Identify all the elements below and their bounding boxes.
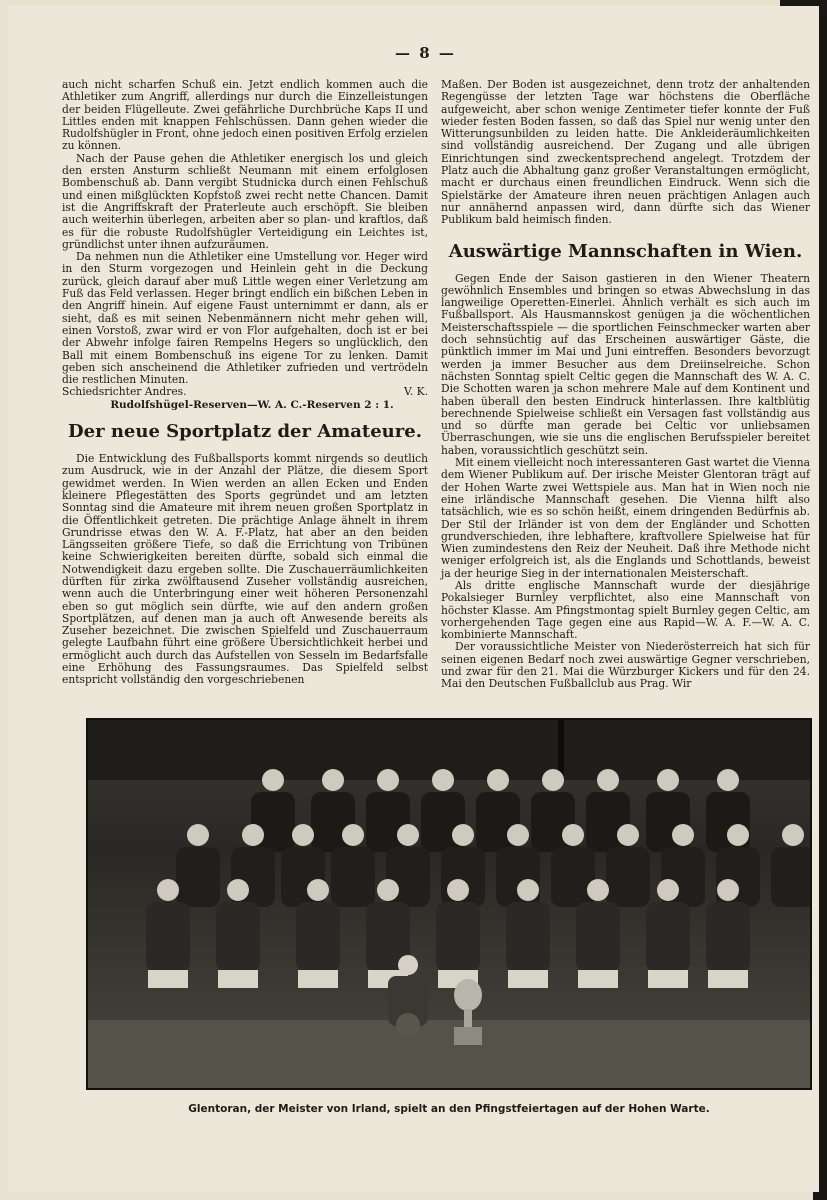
player-figure-head bbox=[377, 769, 399, 791]
article-title-amateure: Der neue Sportplatz der Amateure. bbox=[68, 421, 422, 443]
player-figure-head bbox=[262, 769, 284, 791]
player-figure-head bbox=[292, 824, 314, 846]
player-figure-shorts bbox=[298, 970, 338, 988]
player-figure-head bbox=[727, 824, 749, 846]
player-figure-body bbox=[706, 902, 750, 972]
team-photo bbox=[86, 718, 812, 1090]
player-figure-body bbox=[146, 902, 190, 972]
player-figure-body bbox=[331, 847, 375, 907]
player-figure-head bbox=[452, 824, 474, 846]
player-figure-body bbox=[646, 902, 690, 972]
left-column bbox=[62, 79, 428, 687]
player-figure-body bbox=[771, 847, 810, 907]
paragraph: Die Entwicklung des Fußballsports kommt nirgends so deutlich zum Ausdruck, wie in der Anzahl der Plätze, die diesem Sport gewidmet werden. In Wien werden an allen Ecken und Enden kleinere Pflegestätten des Sports gegründet und am letzten Sonntag sind die Amateure mit ihrem neuen großen Sportplatz in die Öffentlichkeit getreten. Die prächtige Anlage ähnelt in ihrem Grundrisse etwas den W. A. F.-Platz, hat aber an den beiden Längsseiten größere Tiefe, so daß die Errichtung von Tribünen keine Schwierigkeiten bereiten dürfte, sobald sich einmal die Notwendigkeit dazu ergeben sollte. Die Zuschauerräumlichkeiten dürften für zirka zwölftausend Zuseher vollständig ausreichen, wenn auch die Unterbringung einer weit höheren Personenzahl eben so gut möglich sein dürfte, wie auf den andern großen Sportplätzen, auf denen man ja auch oft Anwesende bereits als Zuseher bezeichnet. Die zwischen Spielfeld und Zuschauerraum gelegte Laufbahn führt eine größere Übersichtlichkeit herbei und ermöglicht auch durch das Aufstellen von Sesseln im Bedarfsfalle eine Erhöhung des Fassungsraumes. Das Spielfeld selbst entspricht vollständig den vorgeschriebenen bbox=[62, 452, 428, 687]
paragraph: Der voraussichtliche Meister von Niederösterreich hat sich für seinen eigenen Bedarf noch zwei auswärtige Gegner verschrieben, und zwar für den 21. Mai die Würzburger Kickers und für den 24. Mai den Deutschen Fußballclub aus Prag. Wir bbox=[441, 640, 810, 691]
photo-caption: Glentoran, der Meister von Irland, spielt an den Pfingstfeiertagen auf der Hohen Warte. bbox=[188, 1103, 710, 1115]
player-figure-head bbox=[307, 879, 329, 901]
player-figure-shorts bbox=[508, 970, 548, 988]
player-figure-head bbox=[157, 879, 179, 901]
player-figure-body bbox=[216, 902, 260, 972]
player-figure-shorts bbox=[578, 970, 618, 988]
paragraph: Mit einem vielleicht noch interessanteren Gast wartet die Vienna dem Wiener Publikum auf. Der irische Meister Glentoran trägt auf der Hohen Warte zwei Wettspiele aus. Man hat in Wien noch nie eine irländische Mannschaft gesehen. Die Vienna hilft also tatsächlich, wie es so schön heißt, einem dringenden Bedürfnis ab. Der Stil der Irländer ist von dem der Engländer und Schotten grundverschieden, ihre lebhaftere, kraftvollere Spielweise hat für Wien zumindestens den Reiz der Neuheit. Daß ihre Methode nicht weniger erfolgreich ist, als die Englands und Schottlands, beweist ja der heurige Sieg in der internationalen Meisterschaft. bbox=[441, 456, 810, 580]
paragraph: Nach der Pause gehen die Athletiker energisch los und gleich den ersten Ansturm schließt Neumann mit einem erfolglosen Bombenschuß ab. Dann vergibt Studnicka durch einen Fehlschuß und einen mißglückten Kopfstoß zwei recht nette Chancen. Damit ist die Angriffskraft der Praterleute auch erschöpft. Sie bleiben auch weiterhin überlegen, arbeiten aber so plan- und kraftlos, daß es für die robuste Rudolfshügler Verteidigung ein Leichtes ist, gründlichst unter ihnen aufzuräumen. bbox=[62, 151, 428, 251]
player-figure-head bbox=[432, 769, 454, 791]
match-result-line: Rudolfshügel-Reserven—W. A. C.-Reserven 2 : 1. bbox=[110, 398, 394, 411]
player-figure-body bbox=[551, 847, 595, 907]
page-number: — 8 — bbox=[395, 44, 456, 62]
player-figure-head bbox=[657, 769, 679, 791]
player-figure-head bbox=[242, 824, 264, 846]
player-figure-head bbox=[377, 879, 399, 901]
player-figure-head bbox=[587, 879, 609, 901]
player-figure-head bbox=[397, 824, 419, 846]
article-title-auswaertige: Auswärtige Mannschaften in Wien. bbox=[448, 240, 803, 262]
player-figure-head bbox=[322, 769, 344, 791]
author-signature: V. K. bbox=[403, 385, 428, 399]
player-figure-head bbox=[717, 879, 739, 901]
player-figure-head bbox=[717, 769, 739, 791]
paragraph: Da nehmen nun die Athletiker eine Umstellung vor. Heger wird in den Sturm vorgezogen und Heinlein geht in die Deckung zurück, gleich darauf aber muß Little wegen einer Verletzung am Fuß das Feld verlassen. Heger bringt endlich ein bißchen Leben in den Angriff hinein. Auf eigene Faust unternimmt er dann, als er sieht, daß es mit seinen Nebenmännern nicht mehr gehen will, einen Vorstoß, zwar wird er von Flor aufgehalten, doch ist er bei der Abwehr infolge fairen Rempelns Hegers so unglücklich, den Ball mit einem Bombenschuß ins eigene Tor zu lenken. Damit geben sich anscheinend die Athletiker zufrieden und vertrödeln die restlichen Minuten. bbox=[62, 250, 428, 387]
player-figure-body bbox=[606, 847, 650, 907]
player-figure-shorts bbox=[708, 970, 748, 988]
football bbox=[396, 1013, 420, 1037]
right-column bbox=[441, 79, 810, 691]
player-figure-head bbox=[517, 879, 539, 901]
player-figure-head bbox=[672, 824, 694, 846]
player-figure-head bbox=[507, 824, 529, 846]
paragraph: auch nicht scharfen Schuß ein. Jetzt endlich kommen auch die Athletiker zum Angriff, allerdings nur durch die Einzelleistungen der beiden Flügelleute. Zwei gefährliche Durchbrüche Kaps II und Littles enden mit knappen Fehlschüssen. Dann gehen wieder die Rudolfshügler in Front, ohne jedoch einen positiven Erfolg erzielen zu können. bbox=[62, 78, 428, 153]
player-figure-shorts bbox=[648, 970, 688, 988]
player-figure-body bbox=[576, 902, 620, 972]
player-figure-head bbox=[227, 879, 249, 901]
player-figure-head bbox=[487, 769, 509, 791]
player-figure-head bbox=[782, 824, 804, 846]
player-figure-body bbox=[296, 902, 340, 972]
player-figure-head bbox=[617, 824, 639, 846]
player-figure-head bbox=[542, 769, 564, 791]
paragraph: Als dritte englische Mannschaft wurde der diesjährige Pokalsieger Burnley verpflichtet, also eine Mannschaft von höchster Klasse. Am Pfingstmontag spielt Burnley gegen Celtic, am vorhergehenden Tage gegen eine aus Rapid—W. A. F.—W. A. C. kombinierte Mannschaft. bbox=[441, 578, 810, 642]
mascot-head bbox=[398, 955, 418, 975]
player-figure-body bbox=[176, 847, 220, 907]
paragraph: Maßen. Der Boden ist ausgezeichnet, denn trotz der anhaltenden Regengüsse der letzten Tage war höchstens die Oberfläche aufgeweicht, aber schon wenige Zentimeter tiefer konnte der Fuß wieder festen Boden fassen, so daß das Spiel nur wenig unter den Witterungsunbilden zu leiden hatte. Die Ankleideräumlichkeiten sind vollständig ausreichend. Der Zugang und alle übrigen Einrichtungen sind zweckentsprechend angelegt. Trotzdem der Platz auch die Abhaltung ganz großer Veranstaltungen ermöglicht, macht er durchaus einen freundlichen Eindruck. Wenn sich die Spielstärke der Amateure ihren neuen prächtigen Anlagen auch nur annähernd anpassen wird, dann dürfte sich das Wiener Publikum bald heimisch finden. bbox=[441, 78, 810, 227]
player-figure-shorts bbox=[218, 970, 258, 988]
player-figure-head bbox=[597, 769, 619, 791]
player-figure-head bbox=[562, 824, 584, 846]
player-figure-shorts bbox=[148, 970, 188, 988]
player-figure-head bbox=[187, 824, 209, 846]
report-signoff bbox=[62, 386, 428, 398]
player-figure-head bbox=[342, 824, 364, 846]
player-figure-head bbox=[447, 879, 469, 901]
paragraph: Gegen Ende der Saison gastieren in den Wiener Theatern gewöhnlich Ensembles und bringen so etwas Abwechslung in das langweilige Operetten-Einerlei. Ähnlich verhält es sich auch im Fußballsport. Als Hausmannskost genügen ja die wöchentlichen Meisterschaftsspiele — die sportlichen Feinschmecker warten aber doch sehnsüchtig auf das Erscheinen auswärtiger Gäste, die pünktlich immer im Mai und Juni eintreffen. Besonders bevorzugt werden ja immer Besucher aus dem Dreiinselreiche. Schon nächsten Sonntag spielt Celtic gegen die Mannschaft des W. A. C. Die Schotten waren ja schon mehrere Male auf dem Kontinent und haben überall den besten Eindruck hinterlassen. Ihre kaltblütig berechnende Spielweise schließt ein Versagen fast vollständig aus und so dürfte man gerade bei Celtic vor unliebsamen Überraschungen, wie sie uns die englischen Berufsspieler bereitet haben, voraussichtlich geschützt sein. bbox=[441, 271, 810, 457]
player-figure-body bbox=[506, 902, 550, 972]
player-figure-body bbox=[436, 902, 480, 972]
team-photo-image bbox=[88, 720, 810, 1088]
referee-line: Schiedsrichter Andres. bbox=[62, 385, 187, 399]
player-figure-head bbox=[657, 879, 679, 901]
